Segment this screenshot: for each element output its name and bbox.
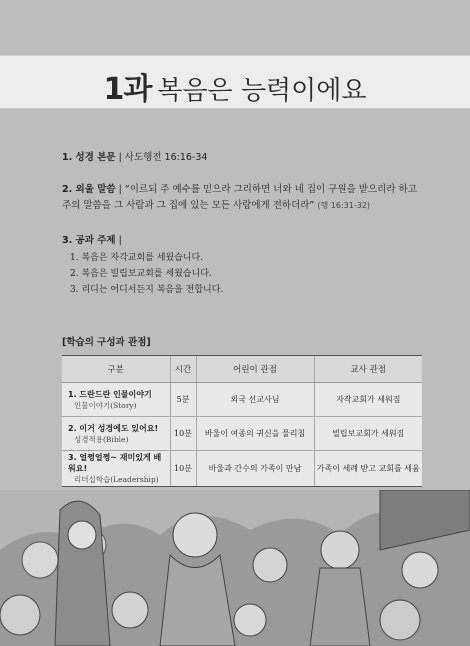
- structure-table: [62, 355, 422, 487]
- row-part-title: 2. 이거 성경에도 있어요!: [68, 423, 159, 433]
- row-child: 외국 선교사님: [196, 383, 314, 417]
- lesson-number: 1과: [103, 72, 152, 107]
- row-child: 바울이 여종의 귀신을 물리침: [196, 417, 314, 451]
- bible-text-content: | 사도행전 16:16-34: [118, 152, 208, 163]
- row-part-title: 1. 드란드란 인물이야기: [68, 389, 152, 399]
- crowd-illustration: [0, 490, 470, 646]
- header-category: 구분: [62, 356, 170, 383]
- bible-text-label: 1. 성경 본문: [62, 152, 116, 163]
- row-part-sub: 성경적용(Bible): [74, 434, 129, 444]
- row-part-sub: 인물이야기(Story): [74, 400, 137, 410]
- lesson-theme-label: 3. 공과 주제: [62, 235, 116, 246]
- memory-verse-section: [62, 182, 422, 214]
- header-teacher-view: 교사 관점: [314, 356, 422, 383]
- bible-text-section: [62, 150, 422, 166]
- row-teacher: 빌립보교회가 세워짐: [314, 417, 422, 451]
- table-title: [학습의 구성과 관점]: [62, 337, 151, 348]
- list-item: 3. 리디는 어디서든지 복음을 전합니다.: [70, 285, 224, 295]
- table-row: [62, 417, 422, 451]
- row-time: 5분: [170, 383, 196, 417]
- lesson-title: [0, 64, 470, 108]
- row-part: [62, 451, 170, 487]
- lesson-theme-list: [70, 250, 223, 298]
- lesson-theme-content: |: [118, 235, 122, 246]
- row-part-sub: 리더십학습(Leadership): [74, 475, 159, 484]
- row-child: 바울과 간수의 가족이 만남: [196, 451, 314, 487]
- lesson-title-text: 복음은 능력이에요: [157, 76, 367, 106]
- row-teacher: 자작교회가 세워짐: [314, 383, 422, 417]
- row-teacher: 가족이 세례 받고 교회를 세움: [314, 451, 422, 487]
- row-part: [62, 417, 170, 451]
- memory-verse-content: | “이르되 주 예수를 믿으라 그리하면 너와 네 집이 구원을 받으리라 하고 주의 말씀을 그 사람과 그 집에 있는 모든 사람에게 전하더라”: [62, 184, 417, 211]
- header-time: 시간: [170, 356, 196, 383]
- table-row: [62, 383, 422, 417]
- table-row: [62, 451, 422, 487]
- memory-verse-label: 2. 외울 말씀: [62, 184, 116, 195]
- row-time: 10분: [170, 417, 196, 451]
- memory-verse-ref: (행 16:31-32): [317, 201, 371, 210]
- header-child-view: 어린이 관점: [196, 356, 314, 383]
- row-time: 10분: [170, 451, 196, 487]
- list-item: 2. 복음은 빌립보교회를 세웠습니다.: [70, 269, 212, 279]
- lesson-theme-section: [62, 233, 422, 249]
- row-part: [62, 383, 170, 417]
- row-part-title: 3. 얼쩡얼쩡~ 재미있게 배워요!: [68, 453, 162, 473]
- table-header-row: [62, 356, 422, 383]
- list-item: 1. 복음은 자각교회를 세웠습니다.: [70, 253, 204, 263]
